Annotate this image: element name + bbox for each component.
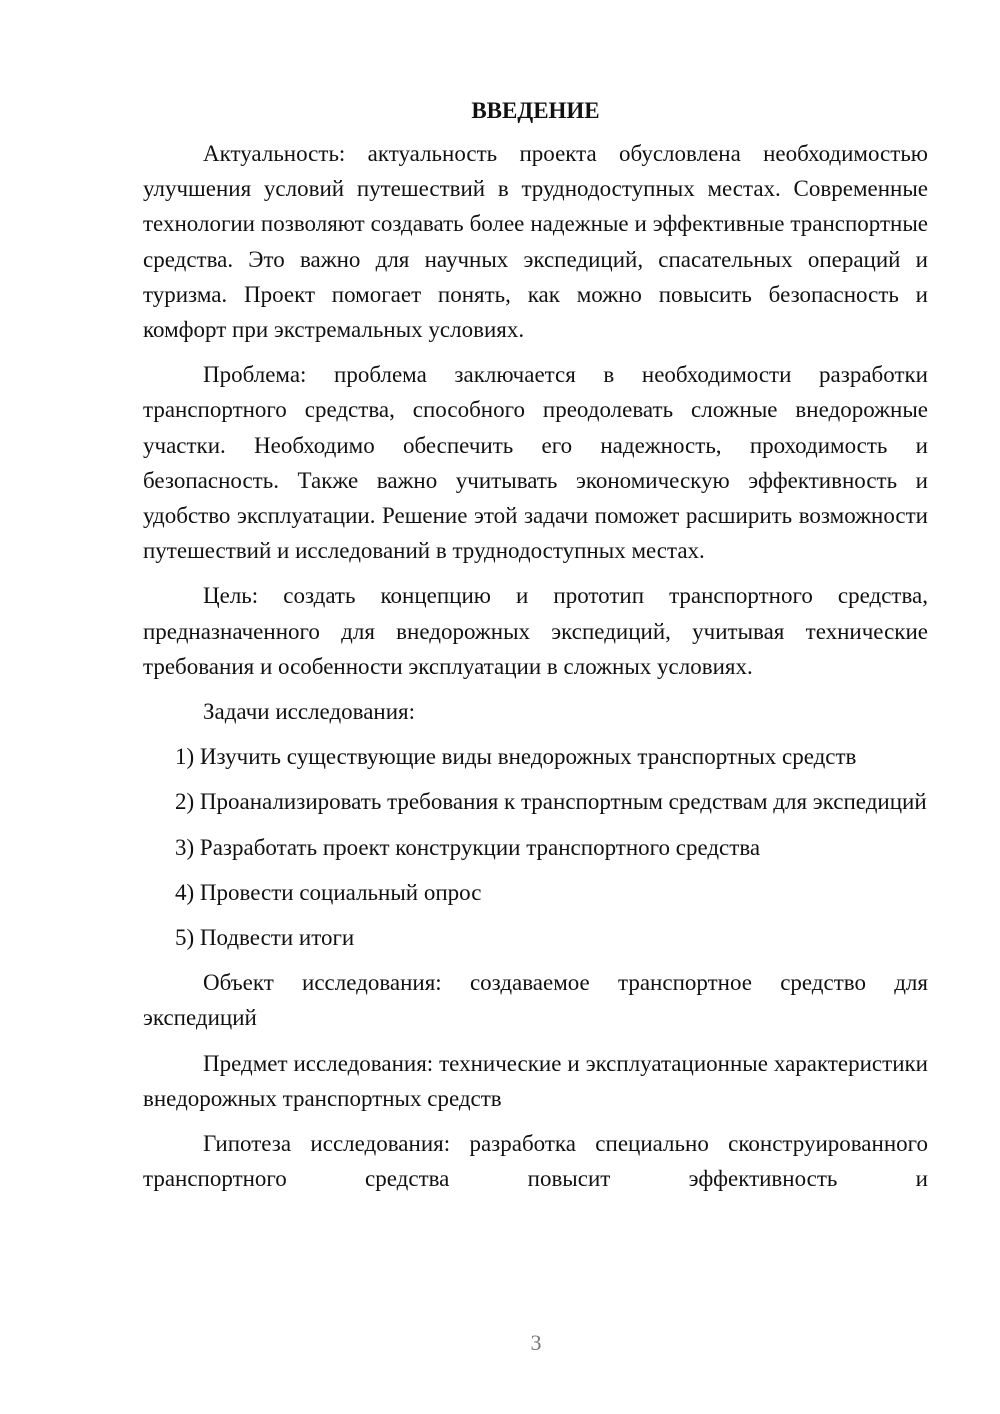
task-item: 3) Разработать проект конструкции транспортного средства xyxy=(175,834,761,860)
task-item: 5) Подвести итоги xyxy=(175,925,355,951)
paragraph-tasks-heading: Задачи исследования: xyxy=(203,699,416,725)
task-item: 1) Изучить существующие виды внедорожных транспортных средств xyxy=(175,744,857,770)
paragraph-relevance: Актуальность: актуальность проекта обусловлена необходимостью улучшения условий путешествий в труднодоступных местах. Современные технологии позволяют создавать более надежные и эффективные транспортные средства. Это важно для научных экспедиций, спасательных операций и туризма. Проект помогает понять, как можно повысить безопасность и комфорт при экстремальных условиях. xyxy=(143,141,928,343)
page-number: 3 xyxy=(530,1330,542,1355)
task-item: 4) Провести социальный опрос xyxy=(175,879,482,905)
paragraph-problem: Проблема: проблема заключается в необходимости разработки транспортного средства, способного преодолевать сложные внедорожные участки. Необходимо обеспечить его надежность, проходимость и безопасность. Также важно учитывать экономическую эффективность и удобство эксплуатации. Решение этой задачи поможет расширить возможности путешествий и исследований в труднодоступных местах. xyxy=(143,362,928,564)
paragraph-goal: Цель: создать концепцию и прототип транспортного средства, предназначенного для внедорожных экспедиций, учитывая технические требования и особенности эксплуатации в сложных условиях. xyxy=(143,583,928,679)
paragraph-hypothesis: Гипотеза исследования: разработка специально сконструированного транспортного средства повысит эффективность и xyxy=(143,1131,928,1192)
paragraph-object: Объект исследования: создаваемое транспортное средство для экспедиций xyxy=(143,970,928,1031)
page-content xyxy=(143,93,928,1206)
section-title: ВВЕДЕНИЕ xyxy=(471,98,600,123)
paragraph-subject: Предмет исследования: технические и эксплуатационные характеристики внедорожных транспортных средств xyxy=(143,1050,928,1111)
task-item: 2) Проанализировать требования к транспортным средствам для экспедиций xyxy=(175,789,927,815)
